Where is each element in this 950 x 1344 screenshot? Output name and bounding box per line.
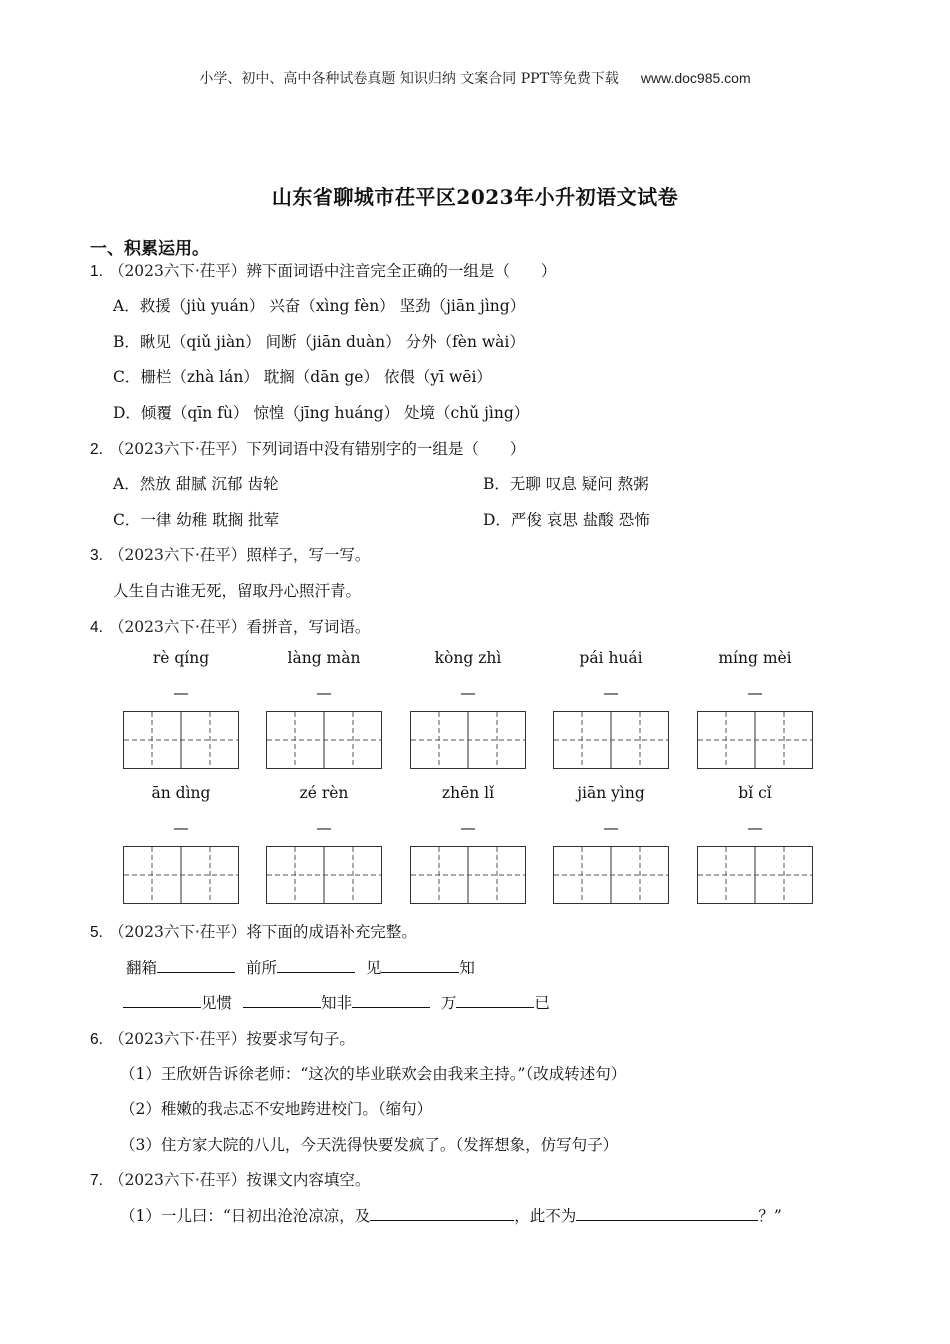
question-4 bbox=[90, 615, 370, 637]
dash-mark: — bbox=[603, 819, 619, 837]
question-source: （2023六下·茌平） bbox=[108, 618, 247, 636]
pinyin-label: míng mèi bbox=[718, 649, 792, 667]
pinyin-label: zhēn lǐ bbox=[441, 784, 495, 802]
pinyin-label: làng màn bbox=[287, 649, 361, 667]
idiom-part: 见 bbox=[365, 959, 382, 977]
question-number: 3. bbox=[90, 547, 103, 564]
question-text: 辨下面词语中注音完全正确的一组是（ ） bbox=[246, 262, 557, 280]
writing-grid[interactable] bbox=[553, 846, 669, 904]
question-text: 按课文内容填空。 bbox=[246, 1171, 371, 1189]
writing-grid[interactable] bbox=[697, 711, 813, 769]
fill-blank[interactable] bbox=[370, 1204, 514, 1221]
q7-text-part: ，此不为 bbox=[514, 1207, 577, 1225]
question-text: 按要求写句子。 bbox=[246, 1030, 355, 1048]
question-text: 照样子，写一写。 bbox=[246, 546, 371, 564]
q6-item-2: （2）稚嫩的我忐忑不安地跨进校门。（缩句） bbox=[120, 1100, 433, 1118]
fill-blank[interactable] bbox=[576, 1204, 758, 1221]
q5-line-1 bbox=[126, 956, 475, 978]
dash-mark: — bbox=[316, 684, 332, 702]
writing-grid[interactable] bbox=[123, 711, 239, 769]
q5-line-2 bbox=[123, 991, 550, 1013]
question-2 bbox=[90, 437, 525, 459]
pinyin-label: jiān yìng bbox=[577, 784, 645, 802]
q1-option-d: D．倾覆（qīn fù） 惊惶（jīng huáng） 处境（chǔ jìng） bbox=[113, 404, 530, 422]
pinyin-label: ān dìng bbox=[151, 784, 211, 802]
writing-grid[interactable] bbox=[697, 846, 813, 904]
q2-option-c: C．一律 幼稚 耽搁 批荤 bbox=[113, 511, 280, 529]
section-heading: 一、积累运用。 bbox=[90, 239, 209, 259]
question-number: 1. bbox=[90, 263, 103, 280]
dash-mark: — bbox=[460, 684, 476, 702]
writing-grid[interactable] bbox=[266, 846, 382, 904]
writing-grid[interactable] bbox=[553, 711, 669, 769]
question-source: （2023六下·茌平） bbox=[108, 923, 247, 941]
q6-item-3: （3）住方家大院的八儿，今天洗得快要发疯了。（发挥想象，仿写句子） bbox=[120, 1136, 619, 1154]
question-number: 7. bbox=[90, 1172, 103, 1189]
q2-option-a: A．然放 甜腻 沉郁 齿轮 bbox=[113, 475, 279, 493]
question-source: （2023六下·茌平） bbox=[108, 440, 247, 458]
dash-mark: — bbox=[316, 819, 332, 837]
pinyin-label: pái huái bbox=[579, 649, 643, 667]
q7-text-part: （1）一儿曰：“日初出沧沧凉凉，及 bbox=[120, 1207, 371, 1225]
question-5 bbox=[90, 920, 417, 942]
idiom-part: 见惯 bbox=[201, 994, 233, 1012]
fill-blank[interactable] bbox=[157, 956, 235, 973]
question-source: （2023六下·茌平） bbox=[108, 546, 247, 564]
fill-blank[interactable] bbox=[277, 956, 355, 973]
question-text: 将下面的成语补充完整。 bbox=[246, 923, 417, 941]
question-3 bbox=[90, 543, 370, 565]
idiom-part: 万 bbox=[440, 994, 457, 1012]
idiom-part: 已 bbox=[534, 994, 550, 1012]
fill-blank[interactable] bbox=[243, 991, 321, 1008]
q3-example: 人生自古谁无死，留取丹心照汗青。 bbox=[113, 582, 362, 600]
fill-blank[interactable] bbox=[456, 991, 534, 1008]
q1-option-c: C．栅栏（zhà lán） 耽搁（dān ge） 依偎（yī wēi） bbox=[113, 368, 492, 386]
pinyin-label: kòng zhì bbox=[434, 649, 502, 667]
question-text: 看拼音，写词语。 bbox=[246, 618, 371, 636]
fill-blank[interactable] bbox=[123, 991, 201, 1008]
q6-item-1: （1）王欣妍告诉徐老师：“这次的毕业联欢会由我来主持。”（改成转述句） bbox=[120, 1065, 627, 1083]
dash-mark: — bbox=[747, 684, 763, 702]
question-number: 4. bbox=[90, 619, 103, 636]
writing-grid[interactable] bbox=[410, 711, 526, 769]
question-number: 5. bbox=[90, 924, 103, 941]
question-6 bbox=[90, 1027, 355, 1049]
question-1 bbox=[90, 259, 556, 281]
q7-item-1 bbox=[120, 1204, 782, 1226]
idiom-part: 前所 bbox=[245, 959, 277, 977]
dash-mark: — bbox=[747, 819, 763, 837]
dash-mark: — bbox=[173, 819, 189, 837]
idiom-part: 翻箱 bbox=[126, 959, 158, 977]
pinyin-label: zé rèn bbox=[299, 784, 349, 802]
q2-option-b: B．无聊 叹息 疑问 熬粥 bbox=[483, 475, 649, 493]
header-url[interactable]: www.doc985.com bbox=[640, 70, 751, 86]
q2-option-d: D．严俊 哀思 盐酸 恐怖 bbox=[483, 511, 650, 529]
question-number: 6. bbox=[90, 1031, 103, 1048]
dash-mark: — bbox=[603, 684, 619, 702]
question-number: 2. bbox=[90, 441, 103, 458]
writing-grid[interactable] bbox=[266, 711, 382, 769]
q7-text-part: ？” bbox=[758, 1207, 782, 1225]
fill-blank[interactable] bbox=[352, 991, 430, 1008]
question-source: （2023六下·茌平） bbox=[108, 1171, 247, 1189]
dash-mark: — bbox=[173, 684, 189, 702]
idiom-part: 知非 bbox=[320, 994, 352, 1012]
header-text: 小学、初中、高中各种试卷真题 知识归纳 文案合同 PPT等免费下载 bbox=[199, 71, 619, 87]
question-source: （2023六下·茌平） bbox=[108, 1030, 247, 1048]
pinyin-label: bǐ cǐ bbox=[738, 784, 772, 802]
pinyin-label: rè qíng bbox=[152, 649, 210, 667]
writing-grid[interactable] bbox=[123, 846, 239, 904]
writing-grid[interactable] bbox=[410, 846, 526, 904]
question-text: 下列词语中没有错别字的一组是（ ） bbox=[246, 440, 526, 458]
fill-blank[interactable] bbox=[381, 956, 459, 973]
question-source: （2023六下·茌平） bbox=[108, 262, 247, 280]
q1-option-b: B．瞅见（qiǔ jiàn） 间断（jiān duàn） 分外（fèn wài） bbox=[113, 333, 525, 351]
page-header bbox=[0, 68, 950, 88]
q1-option-a: A．救援（jiù yuán） 兴奋（xìng fèn） 坚劲（jiān jìng） bbox=[113, 297, 526, 315]
idiom-part: 知 bbox=[459, 959, 475, 977]
dash-mark: — bbox=[460, 819, 476, 837]
question-7 bbox=[90, 1168, 370, 1190]
page-title: 山东省聊城市茌平区2023年小升初语文试卷 bbox=[271, 185, 679, 209]
